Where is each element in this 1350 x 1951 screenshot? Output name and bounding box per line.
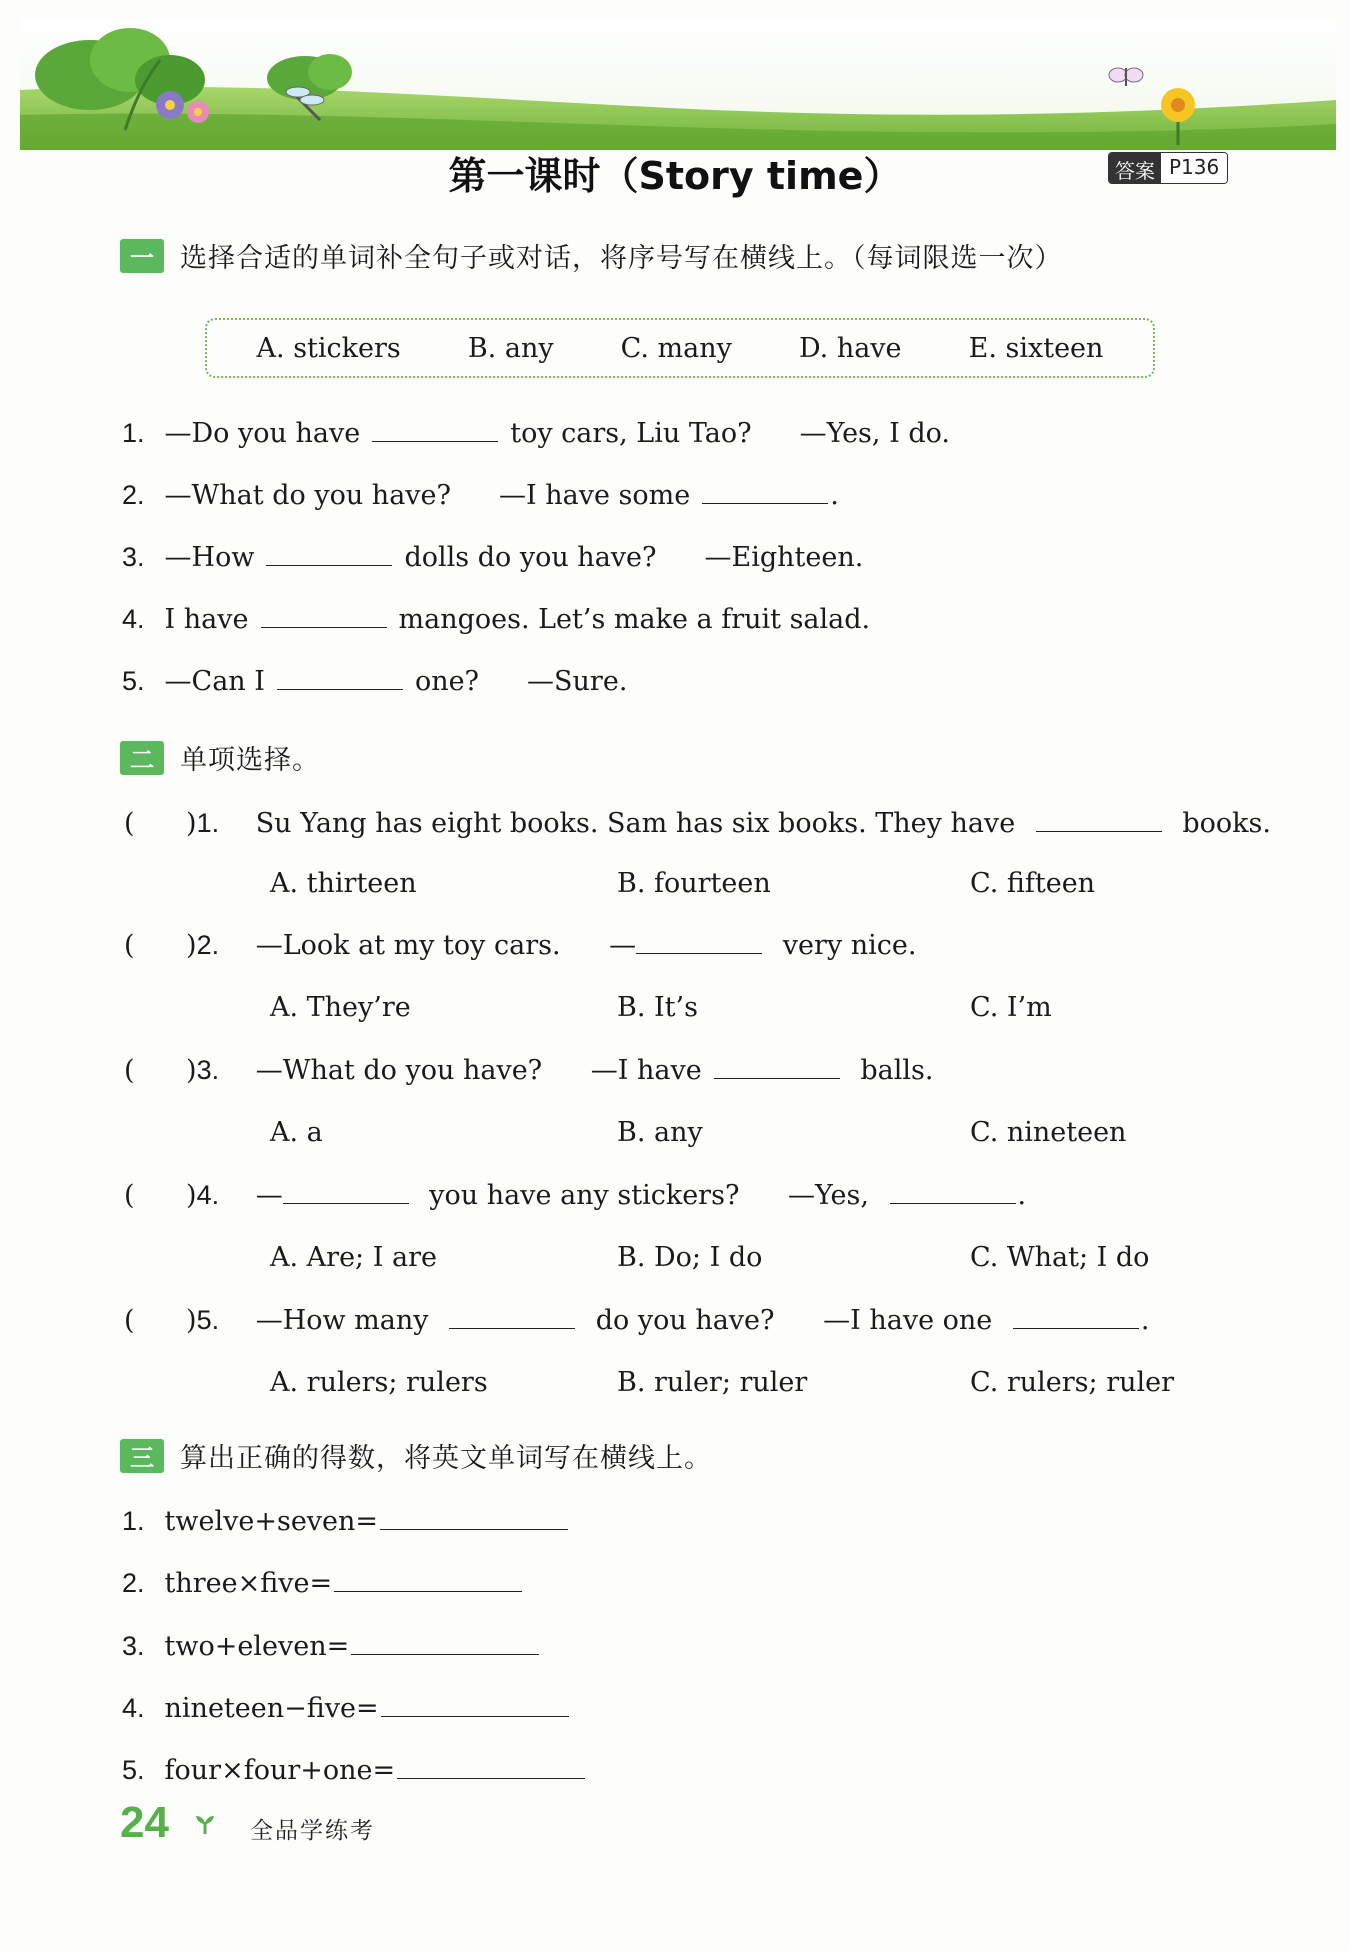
- s1-question-4: 4. I have mangoes. Let’s make a fruit salad.: [122, 604, 871, 635]
- answer-bracket[interactable]: ( ): [124, 1055, 197, 1086]
- answer-blank[interactable]: [283, 1202, 409, 1204]
- answer-bracket[interactable]: ( ): [124, 1180, 197, 1211]
- word-bank: [205, 318, 1155, 378]
- answer-page-ref: P136: [1161, 153, 1227, 183]
- option-c[interactable]: C. I’m: [970, 992, 1052, 1023]
- answer-blank[interactable]: [1036, 830, 1162, 832]
- answer-blank[interactable]: [266, 564, 392, 566]
- section-2-number: 二: [120, 741, 164, 775]
- answer-blank[interactable]: [1013, 1327, 1139, 1329]
- option-c[interactable]: C. fifteen: [970, 868, 1096, 899]
- option-a[interactable]: A. Are; I are: [270, 1242, 437, 1273]
- option-a[interactable]: A. rulers; rulers: [270, 1367, 488, 1398]
- s2-question-4: ( )4. — you have any stickers? —Yes, .: [124, 1180, 1027, 1211]
- option-b[interactable]: B. ruler; ruler: [617, 1367, 808, 1398]
- answer-bracket[interactable]: ( ): [124, 930, 197, 961]
- option-a[interactable]: A. They’re: [270, 992, 411, 1023]
- option-c[interactable]: C. nineteen: [970, 1117, 1127, 1148]
- page-title: 第一课时（Story time）: [448, 154, 902, 198]
- word-bank-item: B. any: [467, 332, 554, 364]
- s2-question-5: ( )5. —How many do you have? —I have one .: [124, 1305, 1150, 1336]
- answer-blank[interactable]: [351, 1653, 539, 1655]
- answer-bracket[interactable]: ( ): [124, 808, 197, 839]
- option-b[interactable]: B. fourteen: [617, 868, 771, 899]
- answer-blank[interactable]: [449, 1327, 575, 1329]
- section-1-number: 一: [120, 239, 164, 273]
- sprout-icon: [193, 1812, 217, 1836]
- option-c[interactable]: C. What; I do: [970, 1242, 1150, 1273]
- landscape-banner-illustration: [20, 20, 1336, 150]
- s3-question-4: 4. nineteen−five=: [122, 1693, 569, 1724]
- word-bank-item: D. have: [798, 332, 902, 364]
- book-name: 全品学练考: [250, 1818, 375, 1844]
- answer-blank[interactable]: [890, 1202, 1016, 1204]
- s2-question-1: ( )1. Su Yang has eight books. Sam has six books. They have books.: [124, 808, 1271, 839]
- s1-question-3: 3. —How dolls do you have? —Eighteen.: [122, 542, 864, 573]
- s3-question-1: 1. twelve+seven=: [122, 1506, 568, 1537]
- answer-blank[interactable]: [714, 1077, 840, 1079]
- answer-blank[interactable]: [381, 1715, 569, 1717]
- s1-question-5: 5. —Can I one? —Sure.: [122, 666, 628, 697]
- s1-question-1: 1. —Do you have toy cars, Liu Tao? —Yes, I do.: [122, 418, 950, 449]
- section-1-instruction: 选择合适的单词补全句子或对话，将序号写在横线上。（每词限选一次）: [180, 243, 1063, 274]
- option-b[interactable]: B. Do; I do: [617, 1242, 763, 1273]
- answer-blank[interactable]: [702, 502, 828, 504]
- option-b[interactable]: B. It’s: [617, 992, 698, 1023]
- word-bank-item: C. many: [620, 332, 732, 364]
- answer-blank[interactable]: [277, 688, 403, 690]
- page-number: 24: [120, 1798, 169, 1847]
- option-a[interactable]: A. a: [270, 1117, 323, 1148]
- answer-blank[interactable]: [261, 626, 387, 628]
- s3-question-5: 5. four×four+one=: [122, 1755, 585, 1786]
- word-bank-item: A. stickers: [256, 332, 401, 364]
- s2-question-3: ( )3. —What do you have? —I have balls.: [124, 1055, 934, 1086]
- answer-label: 答案: [1109, 153, 1161, 183]
- option-b[interactable]: B. any: [617, 1117, 703, 1148]
- option-a[interactable]: A. thirteen: [270, 868, 417, 899]
- section-3-number: 三: [120, 1439, 164, 1473]
- answer-bracket[interactable]: ( ): [124, 1305, 197, 1336]
- section-2-header: [120, 738, 320, 777]
- answer-reference-badge: [1108, 152, 1228, 184]
- section-3-instruction: 算出正确的得数，将英文单词写在横线上。: [180, 1443, 712, 1474]
- section-2-instruction: 单项选择。: [180, 745, 320, 776]
- section-1-header: [120, 236, 1063, 275]
- s3-question-2: 2. three×five=: [122, 1568, 522, 1599]
- answer-blank[interactable]: [334, 1590, 522, 1592]
- s3-question-3: 3. two+eleven=: [122, 1631, 539, 1662]
- answer-blank[interactable]: [636, 952, 762, 954]
- answer-blank[interactable]: [372, 440, 498, 442]
- option-c[interactable]: C. rulers; ruler: [970, 1367, 1175, 1398]
- s1-question-2: 2. —What do you have? —I have some .: [122, 480, 839, 511]
- s2-question-2: ( )2. —Look at my toy cars. — very nice.: [124, 930, 917, 961]
- section-3-header: [120, 1436, 712, 1475]
- answer-blank[interactable]: [380, 1528, 568, 1530]
- word-bank-item: E. sixteen: [968, 332, 1104, 364]
- answer-blank[interactable]: [397, 1777, 585, 1779]
